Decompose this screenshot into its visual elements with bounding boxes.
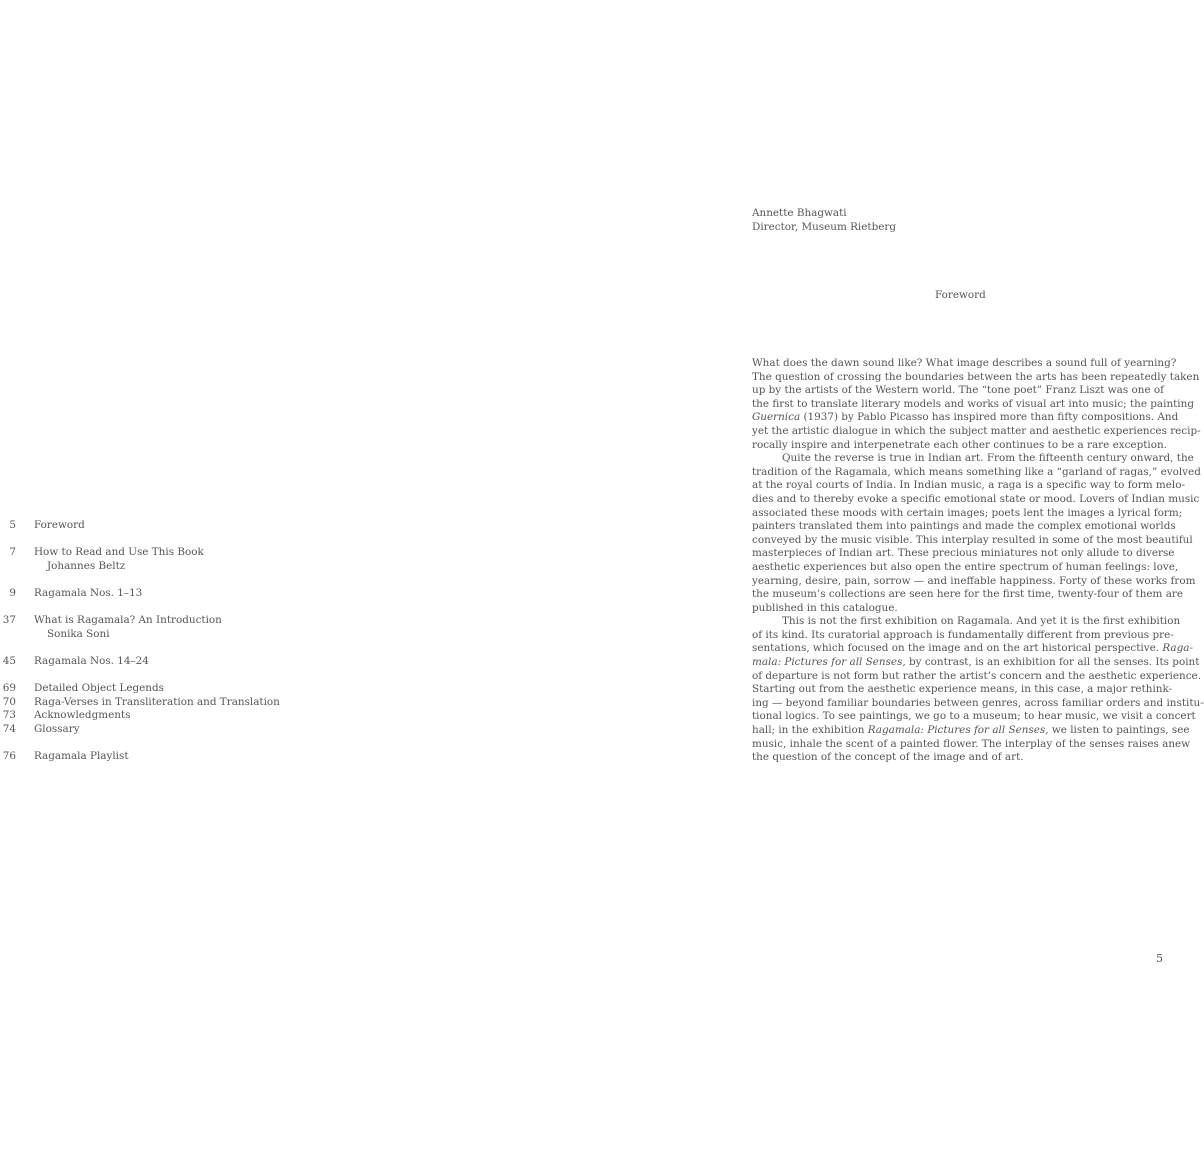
text-run: tional logics. To see paintings, we go to a museum; to hear music, we visit a concert xyxy=(752,710,1196,723)
toc-entry[interactable] xyxy=(0,682,300,696)
body-line xyxy=(752,533,1193,548)
toc-title: What is Ragamala? An Introduction xyxy=(34,614,222,627)
body-line xyxy=(752,465,1201,480)
text-run: conveyed by the music visible. This interplay resulted in some of the most beautiful xyxy=(752,533,1193,546)
text-run: yet the artistic dialogue in which the subject matter and aesthetic experiences recip- xyxy=(752,424,1201,437)
body-line xyxy=(752,602,1172,616)
text-run: up by the artists of the Western world. The “tone poet” Franz Liszt was one of xyxy=(752,384,1164,397)
text-run: This is not the first exhibition on Ragamala. And yet it is the first exhibition xyxy=(782,615,1181,628)
text-run: of departure is not form but rather the artist’s concern and the aesthetic experience. xyxy=(752,669,1201,682)
body-line xyxy=(752,506,1183,521)
toc-entry[interactable] xyxy=(0,546,300,573)
toc-author: Sonika Soni xyxy=(47,627,110,640)
body-line xyxy=(752,560,1179,575)
toc-title: Ragamala Nos. 14–24 xyxy=(34,654,149,667)
author-role: Director, Museum Rietberg xyxy=(752,220,897,233)
body-line xyxy=(752,751,1172,765)
text-run: masterpieces of Indian art. These precious miniatures not only allude to diverse xyxy=(752,547,1175,560)
table-of-contents xyxy=(0,519,300,764)
body-line xyxy=(752,656,1200,670)
section-title: Foreword xyxy=(935,289,986,301)
toc-page-number: 76 xyxy=(2,750,16,763)
text-run: dies and to thereby evoke a specific emotional state or mood. Lovers of Indian music xyxy=(752,492,1200,505)
toc-page-number: 69 xyxy=(2,682,16,695)
toc-page-number: 9 xyxy=(9,586,16,599)
body-line xyxy=(752,574,1196,589)
toc-author: Johannes Beltz xyxy=(47,559,126,572)
body-line xyxy=(752,696,1204,711)
body-line xyxy=(752,615,1181,629)
toc-title: Ragamala Nos. 1–13 xyxy=(34,586,143,599)
italic-text: Raga- xyxy=(1162,642,1193,655)
text-run: we listen to paintings, see xyxy=(1048,724,1190,737)
body-line xyxy=(752,411,1179,425)
body-line xyxy=(752,492,1200,507)
text-run: published in this catalogue. xyxy=(752,601,898,614)
text-run: ing — beyond familiar boundaries between genres, across familiar orders and institu- xyxy=(752,696,1204,709)
toc-entry[interactable] xyxy=(0,587,300,601)
italic-text: mala: Pictures for all Senses, xyxy=(752,656,906,669)
page-number: 5 xyxy=(1156,952,1163,965)
body-line xyxy=(752,629,1172,643)
author-name: Annette Bhagwati xyxy=(752,207,847,219)
toc-entry[interactable] xyxy=(0,519,300,533)
text-run: rocally inspire and interpenetrate each other continues to be a rare exception. xyxy=(752,438,1167,451)
body-line xyxy=(752,737,1191,752)
body-line xyxy=(752,384,1172,398)
toc-title: Ragamala Playlist xyxy=(34,750,129,763)
foreword-body xyxy=(752,357,1204,765)
body-line xyxy=(752,724,1190,738)
toc-title: Glossary xyxy=(34,722,80,735)
body-line xyxy=(752,452,1194,466)
toc-entry[interactable] xyxy=(0,614,300,641)
body-line xyxy=(752,520,1176,534)
body-line xyxy=(752,547,1175,561)
text-run: The question of crossing the boundaries between the arts has been repeatedly taken xyxy=(752,370,1200,383)
text-run: at the royal courts of India. In Indian music, a raga is a specific way to form melo- xyxy=(752,479,1186,492)
text-run: sentations, which focused on the image and on the art historical perspective. xyxy=(752,642,1163,655)
body-line xyxy=(752,424,1201,439)
body-line xyxy=(752,669,1201,684)
body-line xyxy=(752,370,1200,385)
toc-page-number: 73 xyxy=(2,709,16,722)
text-run: by contrast, is an exhibition for all the senses. Its point xyxy=(905,656,1200,669)
toc-page-number: 70 xyxy=(2,695,16,708)
body-line xyxy=(752,588,1184,602)
italic-text: Guernica xyxy=(752,411,801,424)
text-run: Quite the reverse is true in Indian art. From the fifteenth century onward, the xyxy=(782,452,1194,465)
toc-entry[interactable] xyxy=(0,696,300,710)
toc-page-number: 74 xyxy=(2,722,16,735)
toc-page-number: 37 xyxy=(2,614,16,627)
body-line xyxy=(752,439,1172,453)
toc-entry[interactable] xyxy=(0,750,300,764)
text-run: the question of the concept of the image and of art. xyxy=(752,751,1024,764)
text-run: painters translated them into paintings and made the complex emotional worlds xyxy=(752,520,1176,533)
text-run: associated these moods with certain images; poets lent the images a lyrical form; xyxy=(752,506,1183,519)
toc-title: How to Read and Use This Book xyxy=(34,546,204,559)
text-run: the first to translate literary models and works of visual art into music; the painting xyxy=(752,397,1194,410)
toc-title: Detailed Object Legends xyxy=(34,682,164,695)
text-run: tradition of the Ragamala, which means something like a “garland of ragas,” evolved xyxy=(752,465,1201,478)
text-run: aesthetic experiences but also open the entire spectrum of human feelings: love, xyxy=(752,560,1179,573)
text-run: Starting out from the aesthetic experience means, in this case, a major rethink- xyxy=(752,683,1173,696)
body-line xyxy=(752,357,1177,371)
body-line xyxy=(752,683,1172,697)
body-line xyxy=(752,479,1186,493)
toc-page-number: 7 xyxy=(9,546,16,559)
toc-entry[interactable] xyxy=(0,655,300,669)
body-line xyxy=(752,642,1193,656)
body-line xyxy=(752,710,1196,724)
text-run: the museum’s collections are seen here for the first time, twenty-four of them are xyxy=(752,588,1184,601)
toc-title: Raga-Verses in Transliteration and Translation xyxy=(34,695,280,708)
text-run: music, inhale the scent of a painted flower. The interplay of the senses raises anew xyxy=(752,737,1191,750)
body-line xyxy=(752,397,1194,412)
text-run: yearning, desire, pain, sorrow — and ineffable happiness. Forty of these works from xyxy=(752,574,1196,587)
text-run: of its kind. Its curatorial approach is fundamentally different from previous pre- xyxy=(752,628,1174,641)
text-run: (1937) by Pablo Picasso has inspired more than fifty compositions. And xyxy=(800,411,1179,424)
toc-entry[interactable] xyxy=(0,709,300,723)
toc-title: Acknowledgments xyxy=(34,709,131,722)
author-block xyxy=(752,207,896,234)
toc-title: Foreword xyxy=(34,519,85,531)
toc-page-number: 45 xyxy=(2,654,16,667)
text-run: hall; in the exhibition xyxy=(752,724,868,737)
toc-entry[interactable] xyxy=(0,723,300,737)
text-run: What does the dawn sound like? What image describes a sound full of yearning? xyxy=(752,357,1177,369)
toc-page-number: 5 xyxy=(9,519,16,531)
italic-text: Ragamala: Pictures for all Senses, xyxy=(867,724,1049,737)
